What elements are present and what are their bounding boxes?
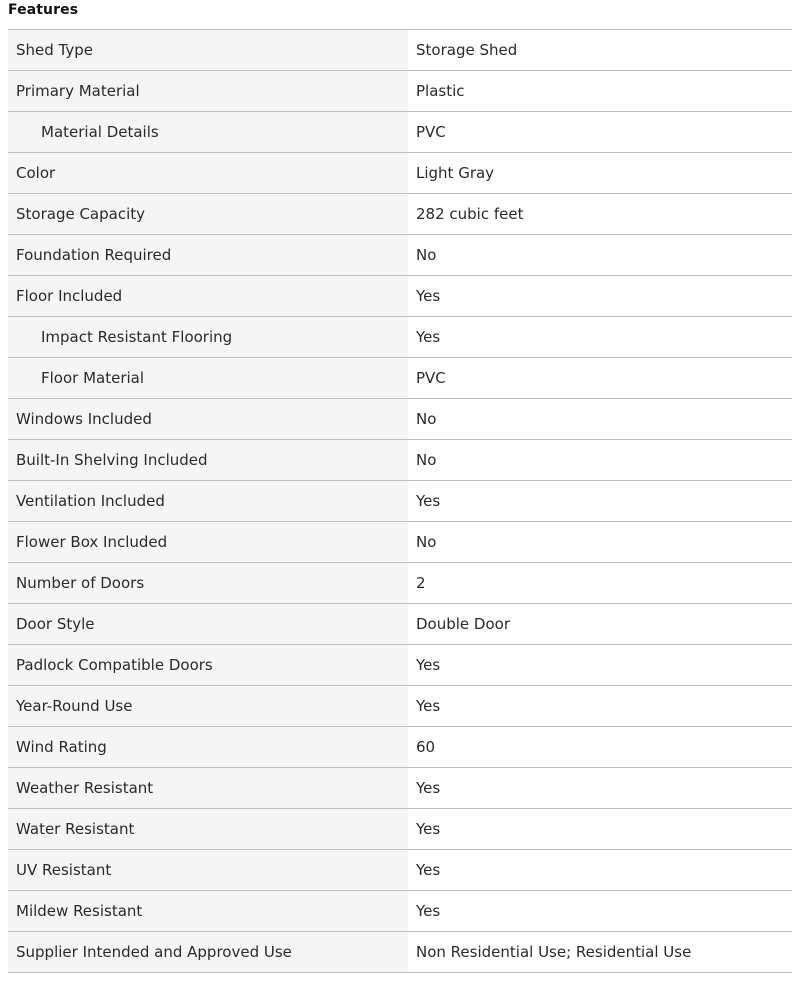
row-label: Ventilation Included (8, 481, 408, 522)
row-value: Yes (408, 686, 792, 727)
table-row (8, 153, 792, 194)
row-value: Yes (408, 276, 792, 317)
table-row (8, 235, 792, 276)
row-label: Foundation Required (8, 235, 408, 276)
row-value: PVC (408, 112, 792, 153)
row-label: Storage Capacity (8, 194, 408, 235)
row-label: Built-In Shelving Included (8, 440, 408, 481)
row-value: Plastic (408, 71, 792, 112)
row-value: Yes (408, 891, 792, 932)
table-row (8, 481, 792, 522)
table-row (8, 932, 792, 973)
row-label: Windows Included (8, 399, 408, 440)
row-label: Flower Box Included (8, 522, 408, 563)
row-value: 60 (408, 727, 792, 768)
row-value: Yes (408, 317, 792, 358)
table-row (8, 891, 792, 932)
row-label: Color (8, 153, 408, 194)
row-label: Weather Resistant (8, 768, 408, 809)
row-label: Floor Included (8, 276, 408, 317)
row-value: No (408, 235, 792, 276)
row-value: PVC (408, 358, 792, 399)
row-label: Mildew Resistant (8, 891, 408, 932)
row-label: Padlock Compatible Doors (8, 645, 408, 686)
row-label: Year-Round Use (8, 686, 408, 727)
row-label: Material Details (8, 112, 408, 153)
table-row (8, 727, 792, 768)
row-label: Primary Material (8, 71, 408, 112)
row-value: No (408, 522, 792, 563)
row-value: Yes (408, 809, 792, 850)
table-row (8, 645, 792, 686)
table-row (8, 194, 792, 235)
row-value: 2 (408, 563, 792, 604)
table-row (8, 30, 792, 71)
table-row (8, 768, 792, 809)
row-label: Impact Resistant Flooring (8, 317, 408, 358)
row-value: Storage Shed (408, 30, 792, 71)
features-heading: Features (8, 2, 79, 18)
row-label: Number of Doors (8, 563, 408, 604)
row-label: Floor Material (8, 358, 408, 399)
table-row (8, 112, 792, 153)
row-label: UV Resistant (8, 850, 408, 891)
row-label: Supplier Intended and Approved Use (8, 932, 408, 973)
table-row (8, 276, 792, 317)
table-row (8, 563, 792, 604)
table-row (8, 686, 792, 727)
row-label: Water Resistant (8, 809, 408, 850)
table-row (8, 809, 792, 850)
table-row (8, 399, 792, 440)
row-value: Non Residential Use; Residential Use (408, 932, 792, 973)
table-row (8, 604, 792, 645)
row-value: Double Door (408, 604, 792, 645)
table-row (8, 71, 792, 112)
row-label: Shed Type (8, 30, 408, 71)
row-value: Yes (408, 768, 792, 809)
table-row (8, 358, 792, 399)
table-row (8, 522, 792, 563)
row-value: No (408, 399, 792, 440)
row-value: No (408, 440, 792, 481)
row-label: Wind Rating (8, 727, 408, 768)
row-value: 282 cubic feet (408, 194, 792, 235)
table-row (8, 850, 792, 891)
row-value: Yes (408, 481, 792, 522)
row-value: Yes (408, 850, 792, 891)
row-value: Light Gray (408, 153, 792, 194)
row-value: Yes (408, 645, 792, 686)
row-label: Door Style (8, 604, 408, 645)
table-row (8, 440, 792, 481)
features-table (8, 29, 792, 973)
table-row (8, 317, 792, 358)
features-table-body (8, 30, 792, 973)
